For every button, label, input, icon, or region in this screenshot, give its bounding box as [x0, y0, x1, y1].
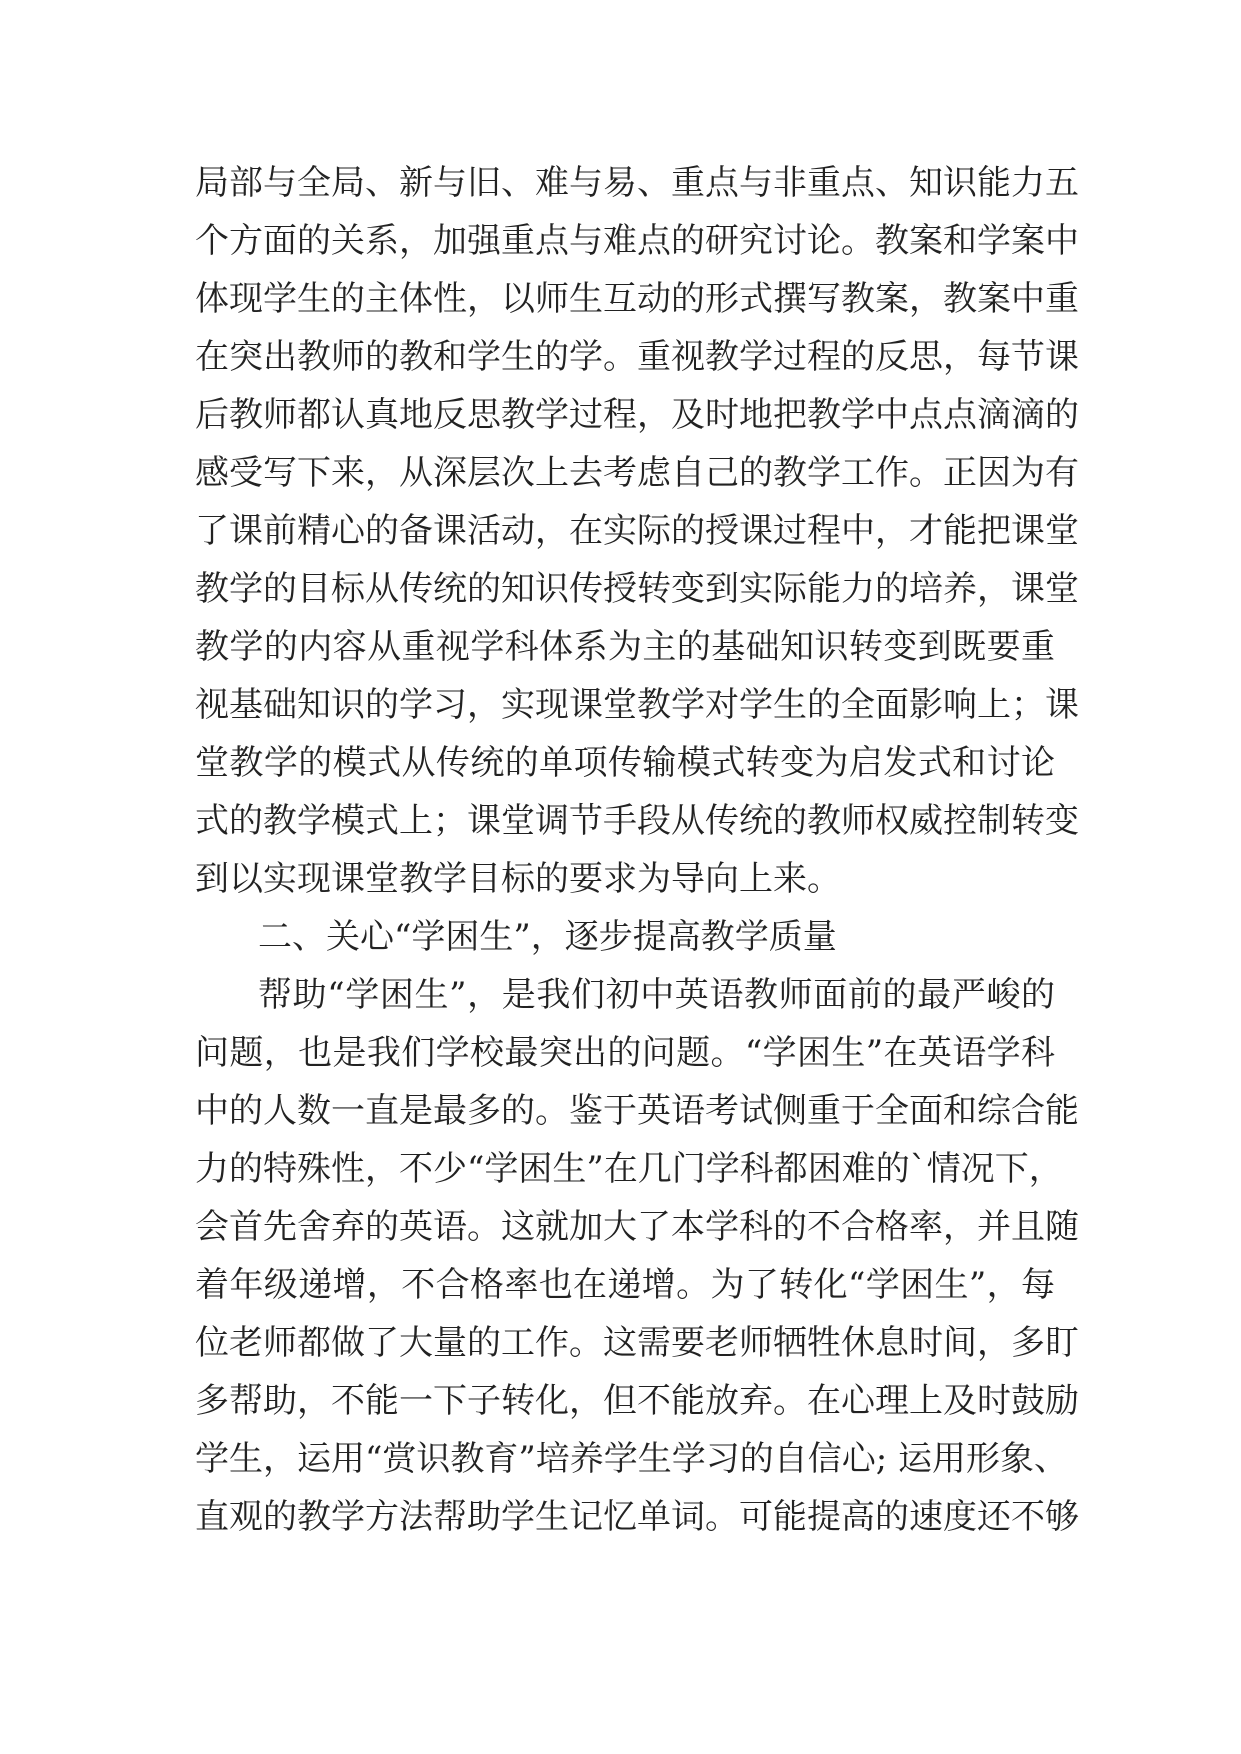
paragraph-line: 会首先舍弃的英语。这就加大了本学科的不合格率，并且随	[195, 1207, 1079, 1247]
paragraph-line: 教学的内容从重视学科体系为主的基础知识转变到既要重	[195, 627, 1055, 667]
paragraph-line: 教学的目标从传统的知识传授转变到实际能力的培养，课堂	[195, 569, 1079, 609]
paragraph-line: 个方面的关系，加强重点与难点的研究讨论。教案和学案中	[195, 221, 1079, 261]
paragraph-line: 着年级递增，不合格率也在递增。为了转化“学困生”，每	[195, 1265, 1055, 1305]
paragraph-line: 在突出教师的教和学生的学。重视教学过程的反思，每节课	[195, 337, 1079, 377]
paragraph-line: 视基础知识的学习，实现课堂教学对学生的全面影响上；课	[195, 685, 1079, 725]
paragraph-line: 了课前精心的备课活动，在实际的授课过程中，才能把课堂	[195, 511, 1079, 551]
paragraph-line: 体现学生的主体性，以师生互动的形式撰写教案，教案中重	[195, 279, 1079, 319]
paragraph-line: 堂教学的模式从传统的单项传输模式转变为启发式和讨论	[195, 743, 1055, 783]
paragraph-line: 位老师都做了大量的工作。这需要老师牺牲休息时间，多盯	[195, 1323, 1079, 1363]
paragraph-line: 帮助“学困生”，是我们初中英语教师面前的最严峻的	[258, 975, 1055, 1015]
paragraph-line: 力的特殊性，不少“学困生”在几门学科都困难的`情况下，	[195, 1149, 1063, 1189]
paragraph-line: 学生，运用“赏识教育”培养学生学习的自信心; 运用形象、	[195, 1439, 1069, 1479]
paragraph-line: 多帮助，不能一下子转化，但不能放弃。在心理上及时鼓励	[195, 1381, 1079, 1421]
paragraph-line: 后教师都认真地反思教学过程，及时地把教学中点点滴滴的	[195, 395, 1079, 435]
paragraph-line: 到以实现课堂教学目标的要求为导向上来。	[195, 859, 841, 899]
paragraph-line: 感受写下来，从深层次上去考虑自己的教学工作。正因为有	[195, 453, 1079, 493]
section-heading: 二、关心“学困生”，逐步提高教学质量	[258, 917, 837, 957]
paragraph-line: 局部与全局、新与旧、难与易、重点与非重点、知识能力五	[195, 163, 1079, 203]
paragraph-line: 问题，也是我们学校最突出的问题。“学困生”在英语学科	[195, 1033, 1055, 1073]
paragraph-line: 式的教学模式上；课堂调节手段从传统的教师权威控制转变	[195, 801, 1079, 841]
paragraph-line: 中的人数一直是最多的。鉴于英语考试侧重于全面和综合能	[195, 1091, 1079, 1131]
paragraph-line: 直观的教学方法帮助学生记忆单词。可能提高的速度还不够	[195, 1497, 1079, 1537]
